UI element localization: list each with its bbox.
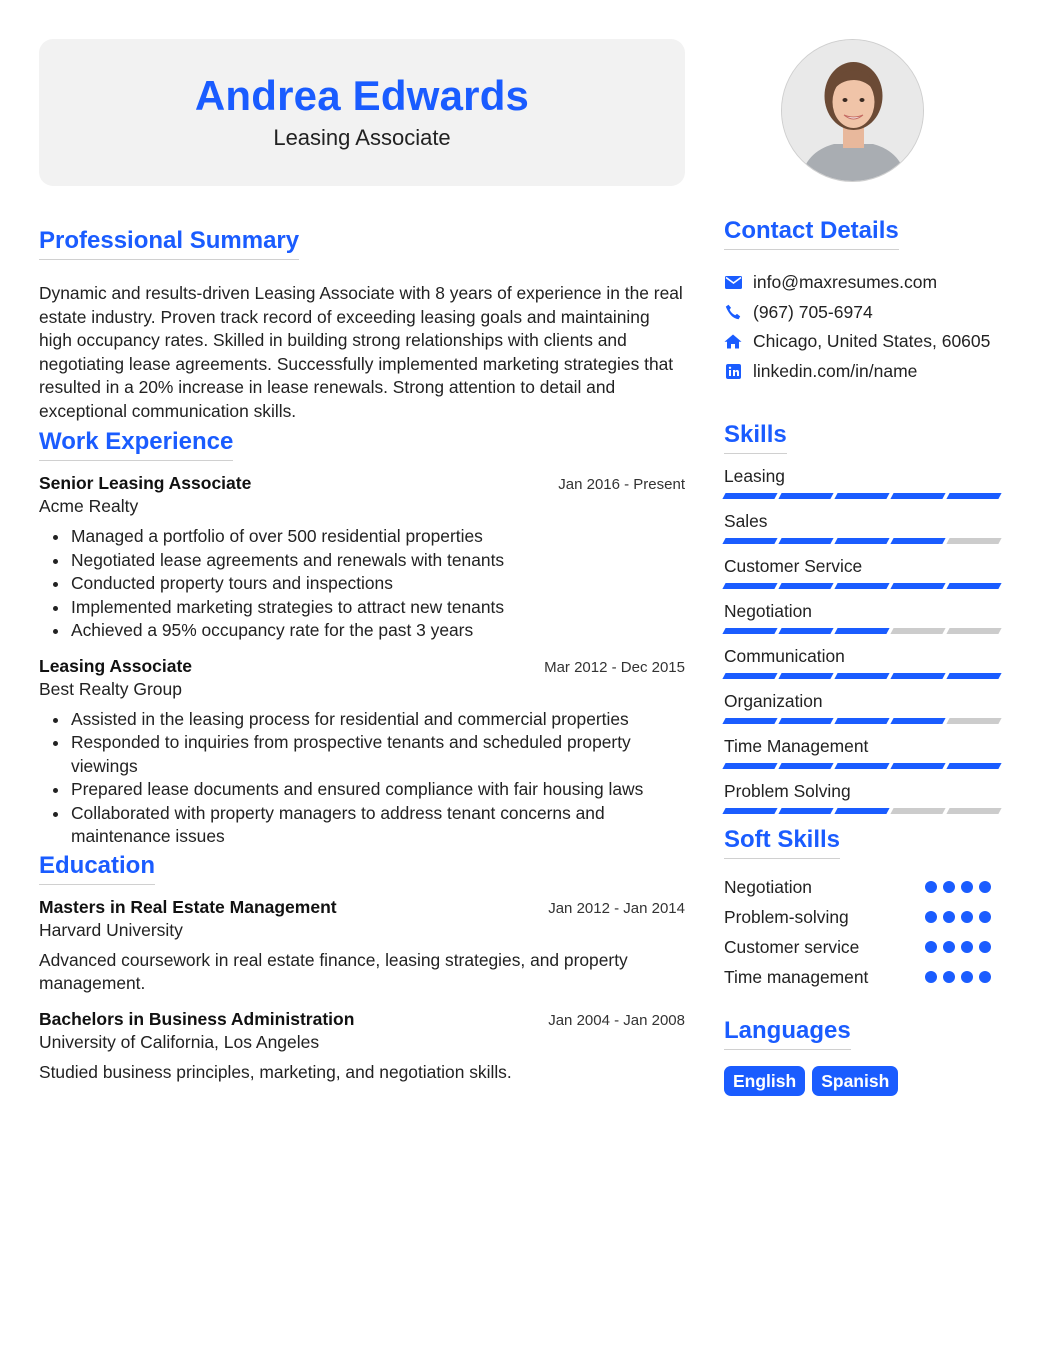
skill-bar-segment xyxy=(946,763,1001,769)
skill-item xyxy=(724,690,1000,724)
skill-item xyxy=(724,600,1000,634)
soft-skill-name: Customer service xyxy=(724,936,860,957)
skill-name: Problem Solving xyxy=(724,781,851,802)
school-1: University of California, Los Angeles xyxy=(39,1031,320,1052)
rating-dot xyxy=(979,941,991,953)
skill-bar-segment xyxy=(778,718,833,724)
skill-item xyxy=(724,735,1000,769)
soft-skill-rating xyxy=(925,941,1000,953)
soft-skill-item xyxy=(724,932,1000,962)
contact-email[interactable] xyxy=(724,268,1000,298)
job-title-0: Senior Leasing Associate xyxy=(39,473,252,493)
education-entry xyxy=(39,897,685,996)
job-company-0: Acme Realty xyxy=(39,496,139,516)
skill-bar-segment xyxy=(834,583,889,589)
skill-bar-segment xyxy=(834,763,889,769)
experience-heading: Work Experience xyxy=(39,427,233,461)
main-column xyxy=(39,39,685,1084)
skill-bar-segment xyxy=(890,808,945,814)
languages-heading: Languages xyxy=(724,1016,851,1050)
skill-level-bar xyxy=(724,718,1000,724)
language-tag: English xyxy=(724,1066,805,1096)
soft-skill-rating xyxy=(925,971,1000,983)
soft-skill-item xyxy=(724,962,1000,992)
soft-skill-item xyxy=(724,872,1000,902)
education-entry xyxy=(39,1009,685,1085)
skill-bar-segment xyxy=(946,808,1001,814)
rating-dot xyxy=(943,911,955,923)
skill-bar-segment xyxy=(834,493,889,499)
rating-dot xyxy=(925,911,937,923)
skill-item xyxy=(724,780,1000,814)
skill-bar-segment xyxy=(946,673,1001,679)
skill-item xyxy=(724,645,1000,679)
email-text: info@maxresumes.com xyxy=(753,272,938,293)
skill-bar-segment xyxy=(722,583,777,589)
soft-skill-rating xyxy=(925,881,1000,893)
job-company-1: Best Realty Group xyxy=(39,678,182,699)
skill-bar-segment xyxy=(722,808,777,814)
skill-bar-segment xyxy=(946,583,1001,589)
skill-level-bar xyxy=(724,763,1000,769)
soft-skill-name: Time management xyxy=(724,966,869,987)
skill-bar-segment xyxy=(722,718,777,724)
language-tag: Spanish xyxy=(812,1066,898,1096)
edu-description-1: Studied business principles, marketing, and negotiation skills. xyxy=(39,1061,512,1082)
skill-name: Sales xyxy=(724,511,768,532)
contact-address xyxy=(724,327,1000,357)
job-bullets-0 xyxy=(39,525,685,643)
summary-heading: Professional Summary xyxy=(39,226,299,260)
soft-skills-section xyxy=(724,825,1000,992)
edu-date-1: Jan 2004 - Jan 2008 xyxy=(548,1011,685,1029)
skill-level-bar xyxy=(724,628,1000,634)
skill-bar-segment xyxy=(946,538,1001,544)
rating-dot xyxy=(925,881,937,893)
skill-bar-segment xyxy=(890,718,945,724)
education-heading: Education xyxy=(39,851,155,885)
summary-text: Dynamic and results-driven Leasing Associate with 8 years of experience in the real estate industry. Proven track record of exceeding leasing goals and maintaining high occupancy rates. Skilled in building strong relationships with clients and negotiating lease agreements. Successfully implemented marketing strategies that resulted in a 20% increase in lease renewals. Strong attention to detail and exceptional communication skills. xyxy=(39,283,683,421)
edu-description-0: Advanced coursework in real estate finance, leasing strategies, and property management. xyxy=(39,949,628,993)
candidate-name: Andrea Edwards xyxy=(194,72,530,119)
rating-dot xyxy=(943,881,955,893)
job-entry xyxy=(39,473,685,643)
skill-bar-segment xyxy=(890,763,945,769)
skill-level-bar xyxy=(724,538,1000,544)
degree-0: Masters in Real Estate Management xyxy=(39,896,337,917)
skill-level-bar xyxy=(724,493,1000,499)
list-item: Negotiated lease agreements and renewals with tenants xyxy=(39,549,685,573)
summary-section xyxy=(39,226,685,423)
sidebar-column xyxy=(724,39,1000,1096)
phone-icon xyxy=(724,303,742,321)
skill-bar-segment xyxy=(778,808,833,814)
soft-skill-name: Problem-solving xyxy=(724,906,849,927)
skill-bar-segment xyxy=(834,538,889,544)
skill-bar-segment xyxy=(834,808,889,814)
job-title-1: Leasing Associate xyxy=(39,655,193,676)
skill-bar-segment xyxy=(946,628,1001,634)
rating-dot xyxy=(961,971,973,983)
rating-dot xyxy=(979,881,991,893)
skill-bar-segment xyxy=(890,493,945,499)
skill-bar-segment xyxy=(722,673,777,679)
person-portrait-icon xyxy=(782,40,924,182)
skill-bar-segment xyxy=(722,538,777,544)
skill-bar-segment xyxy=(778,628,833,634)
rating-dot xyxy=(943,971,955,983)
job-date-0: Jan 2016 - Present xyxy=(558,476,685,493)
job-entry xyxy=(39,656,685,849)
skill-bar-segment xyxy=(890,628,945,634)
degree-1: Bachelors in Business Administration xyxy=(39,1008,355,1029)
rating-dot xyxy=(961,881,973,893)
contact-heading: Contact Details xyxy=(724,216,899,250)
list-item: Achieved a 95% occupancy rate for the past 3 years xyxy=(39,619,685,643)
skill-bar-segment xyxy=(890,673,945,679)
skill-item xyxy=(724,555,1000,589)
rating-dot xyxy=(979,911,991,923)
skill-bar-segment xyxy=(722,493,777,499)
rating-dot xyxy=(961,911,973,923)
skill-bar-segment xyxy=(890,583,945,589)
skills-section xyxy=(724,420,1000,814)
skill-bar-segment xyxy=(778,763,833,769)
skill-level-bar xyxy=(724,808,1000,814)
list-item: Managed a portfolio of over 500 residential properties xyxy=(39,525,685,549)
address-text: Chicago, United States, 60605 xyxy=(753,331,991,352)
skill-name: Communication xyxy=(724,646,845,667)
skill-bar-segment xyxy=(834,673,889,679)
skill-item xyxy=(724,510,1000,544)
skill-name: Time Management xyxy=(724,736,869,757)
skill-bar-segment xyxy=(946,493,1001,499)
skill-name: Leasing xyxy=(724,466,785,487)
rating-dot xyxy=(925,971,937,983)
list-item: Implemented marketing strategies to attract new tenants xyxy=(39,596,685,620)
rating-dot xyxy=(979,971,991,983)
edu-date-0: Jan 2012 - Jan 2014 xyxy=(548,899,685,917)
home-icon xyxy=(724,333,742,351)
contact-linkedin[interactable] xyxy=(724,357,1000,387)
list-item: Responded to inquiries from prospective tenants and scheduled property viewings xyxy=(39,731,685,778)
school-0: Harvard University xyxy=(39,919,183,940)
job-bullets-1 xyxy=(39,708,685,849)
skill-bar-segment xyxy=(946,718,1001,724)
skill-bar-segment xyxy=(834,628,889,634)
skill-name: Negotiation xyxy=(724,601,812,622)
skill-bar-segment xyxy=(722,628,777,634)
skill-name: Customer Service xyxy=(724,556,863,577)
list-item: Conducted property tours and inspections xyxy=(39,572,685,596)
rating-dot xyxy=(925,941,937,953)
contact-section xyxy=(724,216,1000,386)
soft-skills-heading: Soft Skills xyxy=(724,825,840,859)
header-card xyxy=(39,39,685,186)
skill-item xyxy=(724,465,1000,499)
linkedin-text: linkedin.com/in/name xyxy=(753,361,918,382)
phone-text: (967) 705-6974 xyxy=(753,301,873,322)
envelope-icon xyxy=(724,274,742,292)
skill-bar-segment xyxy=(722,763,777,769)
job-date-1: Mar 2012 - Dec 2015 xyxy=(544,658,685,676)
list-item: Collaborated with property managers to address tenant concerns and maintenance issues xyxy=(39,802,685,849)
soft-skill-rating xyxy=(925,911,1000,923)
education-section xyxy=(39,851,685,1085)
profile-photo xyxy=(781,39,924,182)
skill-bar-segment xyxy=(834,718,889,724)
soft-skill-name: Negotiation xyxy=(724,876,812,897)
rating-dot xyxy=(961,941,973,953)
skill-bar-segment xyxy=(778,583,833,589)
skill-level-bar xyxy=(724,673,1000,679)
skills-heading: Skills xyxy=(724,420,787,454)
list-item: Assisted in the leasing process for residential and commercial properties xyxy=(39,708,685,732)
skill-bar-segment xyxy=(778,538,833,544)
linkedin-icon xyxy=(724,363,742,381)
experience-section xyxy=(39,427,685,849)
skill-name: Organization xyxy=(724,691,823,712)
soft-skill-item xyxy=(724,902,1000,932)
contact-phone[interactable] xyxy=(724,298,1000,328)
job-title: Leasing Associate xyxy=(273,125,451,150)
rating-dot xyxy=(943,941,955,953)
skill-bar-segment xyxy=(890,538,945,544)
languages-section xyxy=(724,1016,1000,1096)
skill-bar-segment xyxy=(778,673,833,679)
skill-level-bar xyxy=(724,583,1000,589)
list-item: Prepared lease documents and ensured compliance with fair housing laws xyxy=(39,778,685,802)
skill-bar-segment xyxy=(778,493,833,499)
